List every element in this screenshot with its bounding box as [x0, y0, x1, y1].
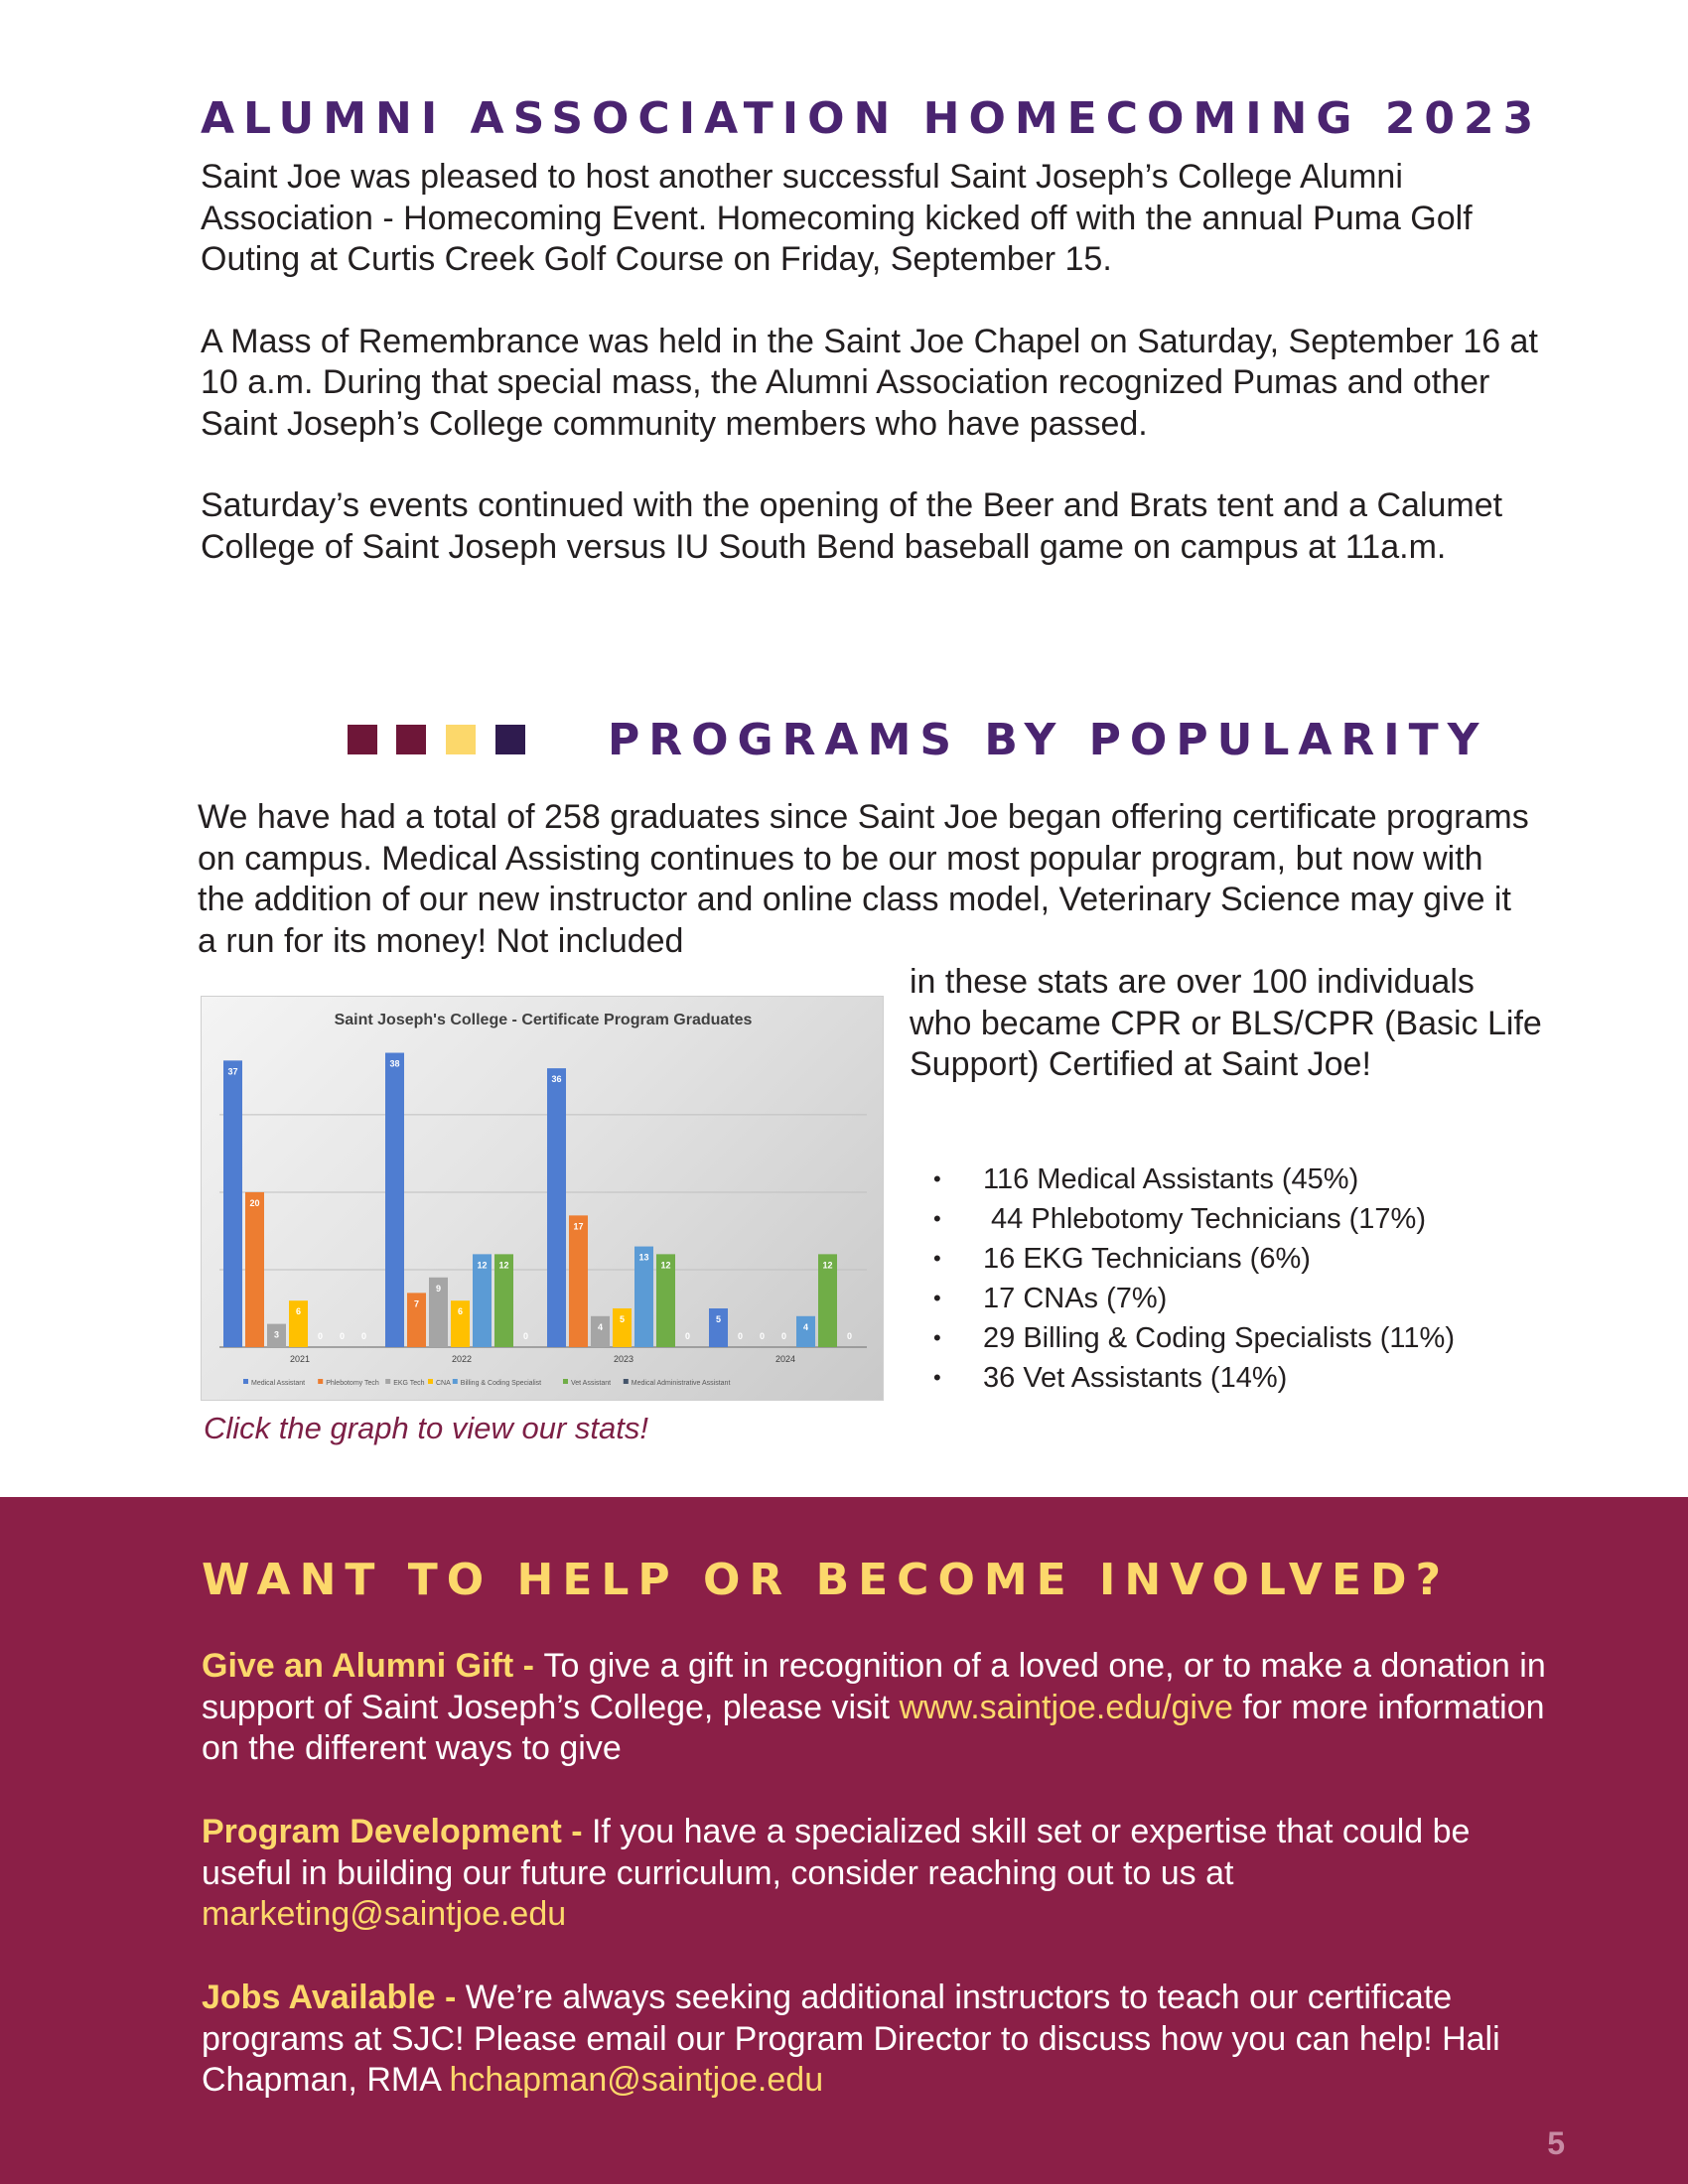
- chart-legend-swatch: [385, 1379, 390, 1384]
- stat-text: 36 Vet Assistants (14%): [983, 1362, 1288, 1394]
- programs-intro-text: We have had a total of 258 graduates since Saint Joe began offering certificate programs on campus. Medical Assisting continues to be our most popular program, but now with the addition of our new instructor and online class model, Veterinary Science may give it a run for its money! Not included: [198, 798, 1529, 960]
- chart-data-label: 0: [339, 1331, 346, 1341]
- chart-data-label: 12: [822, 1260, 833, 1271]
- marketing-email-link[interactable]: marketing@saintjoe.edu: [202, 1895, 567, 1933]
- chart-legend-label: EKG Tech: [393, 1380, 425, 1387]
- chart-bar: [385, 1053, 404, 1347]
- chart-data-label: 0: [684, 1331, 691, 1341]
- chart-legend-label: Medical Assistant: [251, 1380, 306, 1387]
- chart-data-label: 0: [759, 1331, 766, 1341]
- programs-header: [348, 717, 1539, 766]
- chart-bar: [547, 1068, 566, 1347]
- chart-data-label: 12: [660, 1260, 671, 1271]
- chart-legend-swatch: [428, 1379, 433, 1384]
- decorative-square-icon: [348, 725, 377, 754]
- stat-text: 16 EKG Technicians (6%): [983, 1243, 1311, 1275]
- alumni-gift-text: To give a gift in recognition of a loved one, or to make a donation in support of Saint Joseph’s College, please visit: [202, 1647, 1546, 1726]
- chart-data-label: 6: [295, 1306, 302, 1317]
- chart-data-label: 12: [498, 1260, 509, 1271]
- chart-data-label: 12: [477, 1260, 488, 1271]
- jobs-available-lead: Jobs Available -: [202, 1979, 466, 2016]
- bullet-icon: •: [933, 1286, 941, 1310]
- alumni-paragraph: A Mass of Remembrance was held in the Saint Joe Chapel on Saturday, September 16 at 10 a.m. During that special mass, the Alumni Association recognized Pumas and other Saint Joseph’s College community members who have passed.: [201, 322, 1538, 443]
- graduates-chart[interactable]: [201, 996, 884, 1401]
- chart-data-label: 17: [573, 1221, 584, 1232]
- chart-data-label: 13: [638, 1252, 649, 1263]
- chart-data-label: 7: [413, 1298, 420, 1309]
- get-involved-title: WANT TO HELP OR BECOME INVOLVED?: [202, 1555, 1451, 1605]
- bullet-icon: •: [933, 1206, 941, 1231]
- chart-title: Saint Joseph's College - Certificate Program Graduates: [334, 1012, 753, 1028]
- chart-legend-label: Phlebotomy Tech: [326, 1380, 379, 1387]
- programs-by-popularity-title: PROGRAMS BY POPULARITY: [608, 715, 1488, 765]
- chart-data-label: 5: [715, 1313, 722, 1324]
- chart-data-label: 0: [846, 1331, 853, 1341]
- chart-data-label: 0: [317, 1331, 324, 1341]
- chart-data-label: 37: [227, 1066, 238, 1077]
- chart-data-label: 3: [273, 1329, 280, 1340]
- chart-data-label: 0: [360, 1331, 367, 1341]
- programs-cpr-note: in these stats are over 100 individuals who became CPR or BLS/CPR (Basic Life Support) Certified at Saint Joe!: [910, 963, 1542, 1083]
- alumni-gift-tail: for more information on the different ways to give: [202, 1688, 1545, 1767]
- director-email-link[interactable]: hchapman@saintjoe.edu: [449, 2061, 824, 2099]
- alumni-paragraph: Saturday’s events continued with the opening of the Beer and Brats tent and a Calumet College of Saint Joseph versus IU South Bend baseball game on campus at 11a.m.: [201, 486, 1503, 566]
- decorative-square-icon: [495, 725, 525, 754]
- chart-data-label: 38: [389, 1058, 400, 1069]
- chart-data-label: 4: [597, 1321, 604, 1332]
- graduates-chart-svg[interactable]: [202, 997, 885, 1402]
- program-development-paragraph: [202, 1812, 1552, 1936]
- program-development-lead: Program Development -: [202, 1813, 592, 1850]
- alumni-gift-paragraph: [202, 1646, 1552, 1770]
- list-item: [933, 1239, 1455, 1279]
- program-development-text: If you have a specialized skill set or expertise that could be useful in building our future curriculum, consider reaching out to us at: [202, 1813, 1471, 1892]
- bullet-icon: •: [933, 1365, 941, 1390]
- get-involved-section: [0, 1497, 1688, 2184]
- chart-data-label: 20: [249, 1197, 260, 1208]
- chart-legend-swatch: [453, 1379, 458, 1384]
- bullet-icon: •: [933, 1246, 941, 1271]
- list-item: [933, 1199, 1455, 1239]
- stat-text: 44 Phlebotomy Technicians (17%): [983, 1203, 1426, 1235]
- program-stats-list: [933, 1160, 1455, 1398]
- chart-tick-label: 2021: [289, 1354, 311, 1364]
- chart-legend-label: Medical Administrative Assistant: [631, 1380, 731, 1387]
- stat-text: 17 CNAs (7%): [983, 1283, 1168, 1314]
- list-item: [933, 1318, 1455, 1358]
- decorative-square-icon: [396, 725, 426, 754]
- chart-tick-label: 2023: [613, 1354, 634, 1364]
- chart-caption-link[interactable]: Click the graph to view our stats!: [204, 1411, 648, 1445]
- chart-legend-label: CNA: [436, 1380, 451, 1387]
- chart-legend-swatch: [624, 1379, 629, 1384]
- chart-data-label: 0: [780, 1331, 787, 1341]
- alumni-homecoming-body: [201, 157, 1571, 609]
- bullet-icon: •: [933, 1325, 941, 1350]
- chart-bar: [223, 1060, 242, 1347]
- list-item: [933, 1279, 1455, 1318]
- alumni-gift-lead: Give an Alumni Gift -: [202, 1647, 544, 1685]
- chart-bar: [569, 1215, 588, 1347]
- alumni-homecoming-title: ALUMNI ASSOCIATION HOMECOMING 2023: [201, 93, 1543, 144]
- chart-legend-label: Vet Assistant: [571, 1380, 612, 1387]
- stat-text: 116 Medical Assistants (45%): [983, 1163, 1359, 1195]
- chart-legend-swatch: [563, 1379, 568, 1384]
- chart-data-label: 36: [551, 1074, 562, 1085]
- chart-bar: [245, 1192, 264, 1347]
- jobs-available-text: We’re always seeking additional instructors to teach our certificate programs at SJC! Please email our Program Director to discuss how you can help! Hali Chapman, RMA: [202, 1979, 1500, 2099]
- stat-text: 29 Billing & Coding Specialists (11%): [983, 1322, 1455, 1354]
- chart-tick-label: 2022: [451, 1354, 473, 1364]
- chart-data-label: 9: [435, 1283, 442, 1294]
- decorative-square-icon: [446, 725, 476, 754]
- chart-data-label: 4: [802, 1321, 809, 1332]
- bullet-icon: •: [933, 1166, 941, 1191]
- alumni-paragraph: Saint Joe was pleased to host another successful Saint Joseph’s College Alumni Association - Homecoming Event. Homecoming kicked off with the annual Puma Golf Outing at Curtis Creek Golf Course on Friday, September 15.: [201, 158, 1473, 278]
- chart-data-label: 0: [522, 1331, 529, 1341]
- chart-data-label: 0: [737, 1331, 744, 1341]
- list-item: [933, 1358, 1455, 1398]
- page-number: 5: [1547, 2125, 1565, 2161]
- chart-legend-swatch: [243, 1379, 248, 1384]
- chart-data-label: 5: [619, 1313, 626, 1324]
- chart-data-label: 6: [457, 1306, 464, 1317]
- list-item: [933, 1160, 1455, 1199]
- jobs-available-paragraph: [202, 1978, 1552, 2102]
- chart-legend-label: Billing & Coding Specialist: [460, 1380, 542, 1387]
- chart-tick-label: 2024: [774, 1354, 796, 1364]
- chart-legend-swatch: [318, 1379, 323, 1384]
- give-link[interactable]: www.saintjoe.edu/give: [899, 1688, 1233, 1726]
